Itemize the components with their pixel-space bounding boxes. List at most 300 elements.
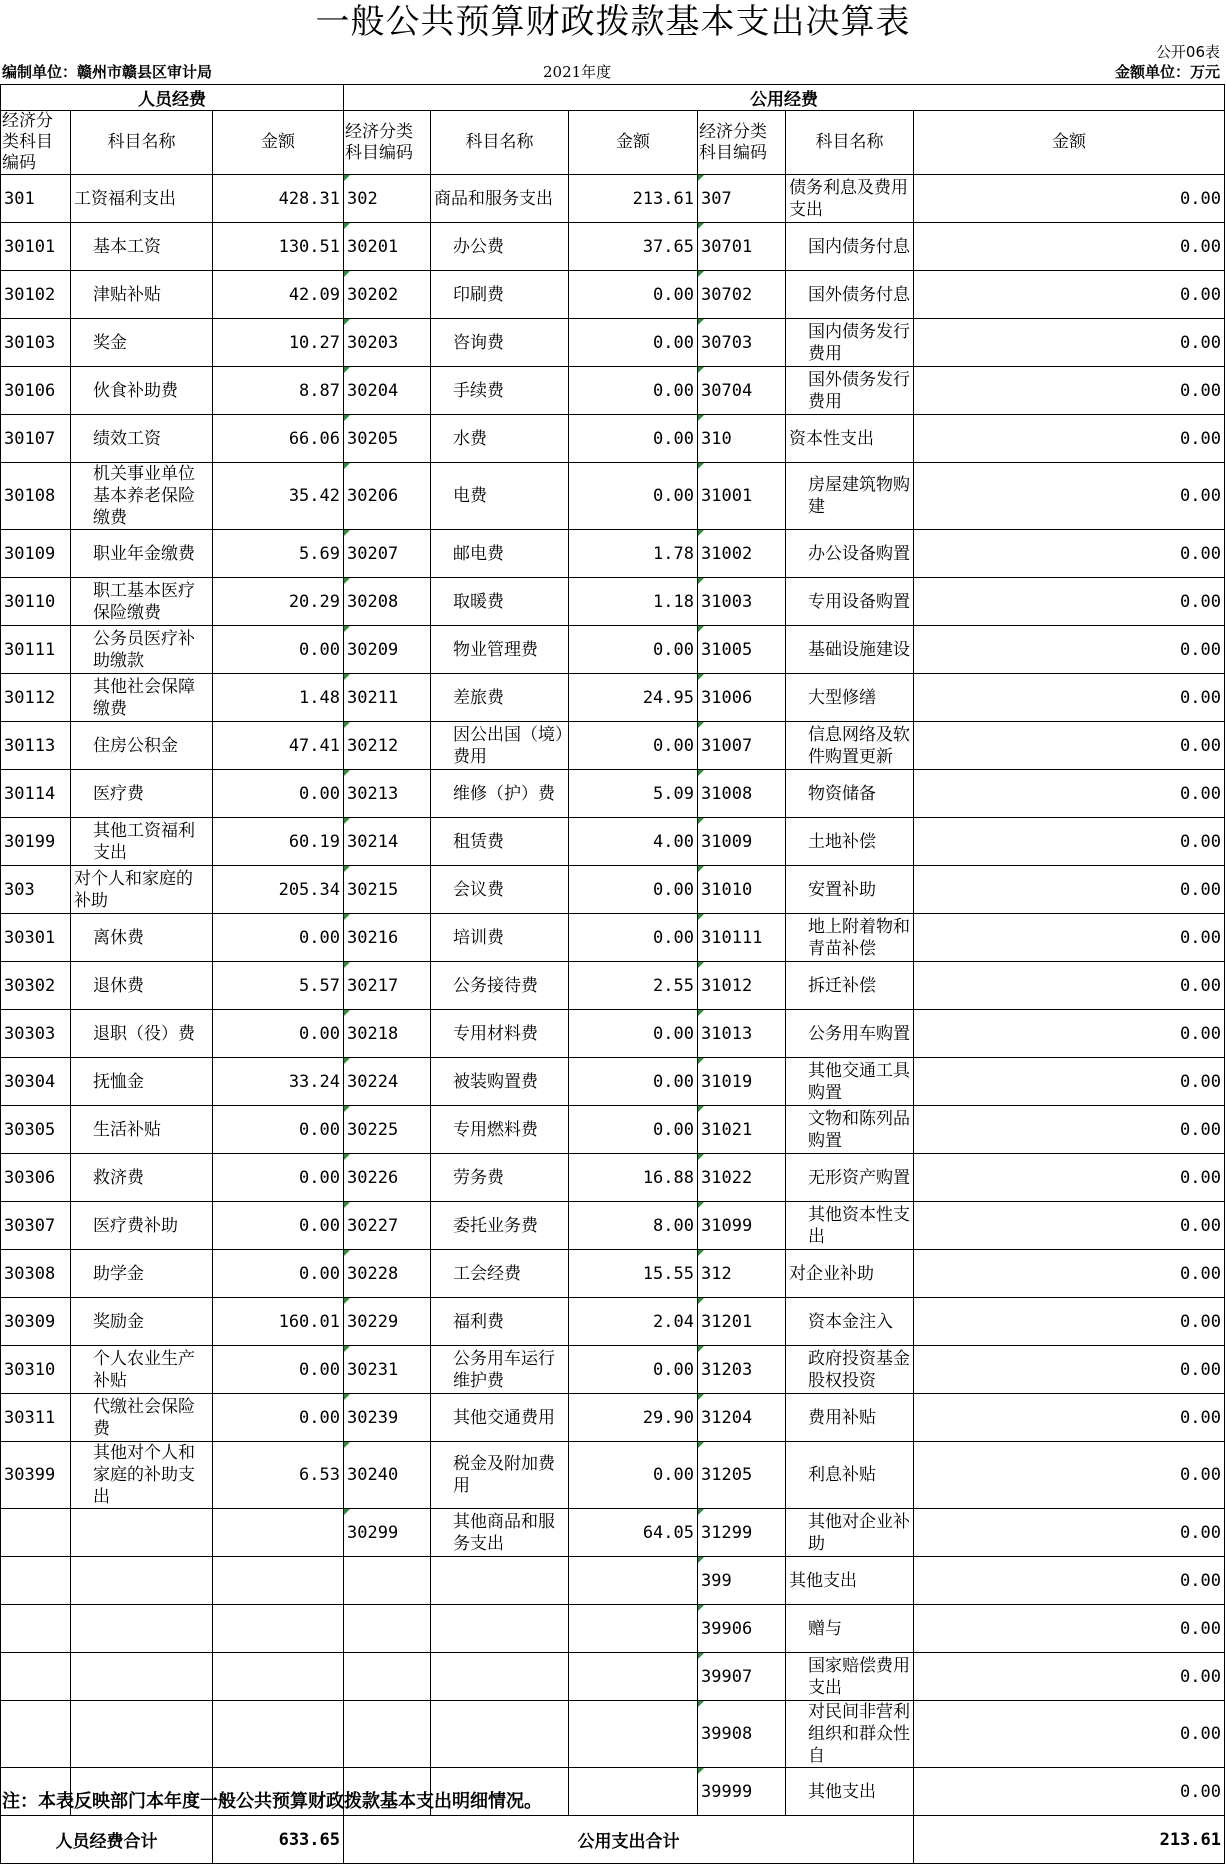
name-cell: 差旅费: [431, 674, 569, 722]
code-cell: [1, 1653, 71, 1701]
amount-cell: 33.24: [213, 1058, 344, 1106]
form-id: 公开06表: [1155, 43, 1220, 61]
name-cell: 拆迁补偿: [786, 962, 914, 1010]
name-cell: 商品和服务支出: [431, 175, 569, 223]
header-code: 经济分类科目编码: [698, 111, 786, 175]
table-row: [1, 415, 1225, 463]
amount-cell: 0.00: [914, 415, 1225, 463]
amount-cell: 0.00: [914, 1346, 1225, 1394]
amount-cell: 29.90: [569, 1394, 698, 1442]
name-cell: 奖金: [71, 319, 213, 367]
table-row: [1, 1442, 1225, 1509]
amount-cell: 0.00: [569, 1442, 698, 1509]
header-amount: 金额: [914, 111, 1225, 175]
name-cell: 因公出国（境）费用: [431, 722, 569, 770]
code-cell: 30225: [344, 1106, 431, 1154]
code-cell: 30218: [344, 1010, 431, 1058]
code-cell: 30702: [698, 271, 786, 319]
amount-cell: 0.00: [569, 866, 698, 914]
name-cell: 赠与: [786, 1605, 914, 1653]
code-cell: 30102: [1, 271, 71, 319]
code-cell: 30113: [1, 722, 71, 770]
code-cell: 30299: [344, 1509, 431, 1557]
name-cell: 文物和陈列品购置: [786, 1106, 914, 1154]
amount-cell: [213, 1653, 344, 1701]
name-cell: 被装购置费: [431, 1058, 569, 1106]
amount-cell: 205.34: [213, 866, 344, 914]
amount-cell: 10.27: [213, 319, 344, 367]
amount-cell: 0.00: [213, 1154, 344, 1202]
amount-cell: 15.55: [569, 1250, 698, 1298]
code-cell: [344, 1701, 431, 1768]
amount-cell: 0.00: [569, 1106, 698, 1154]
code-cell: 31002: [698, 530, 786, 578]
code-cell: 30217: [344, 962, 431, 1010]
code-cell: 302: [344, 175, 431, 223]
amount-cell: 6.53: [213, 1442, 344, 1509]
code-cell: 30228: [344, 1250, 431, 1298]
amount-cell: 66.06: [213, 415, 344, 463]
compiling-unit: 编制单位：赣州市赣县区审计局: [2, 63, 213, 81]
code-cell: 312: [698, 1250, 786, 1298]
fiscal-year: 2021年度: [543, 63, 612, 81]
code-cell: 31022: [698, 1154, 786, 1202]
code-cell: 30211: [344, 674, 431, 722]
code-cell: 39907: [698, 1653, 786, 1701]
code-cell: 30109: [1, 530, 71, 578]
name-cell: 国外债务发行费用: [786, 367, 914, 415]
amount-cell: [213, 1701, 344, 1768]
amount-cell: 0.00: [914, 578, 1225, 626]
amount-cell: 0.00: [914, 223, 1225, 271]
code-cell: 30305: [1, 1106, 71, 1154]
name-cell: 公务员医疗补助缴款: [71, 626, 213, 674]
amount-cell: 0.00: [914, 1010, 1225, 1058]
amount-cell: 16.88: [569, 1154, 698, 1202]
public-total-label: 公用支出合计: [344, 1816, 914, 1864]
amount-cell: 0.00: [914, 914, 1225, 962]
code-cell: 30239: [344, 1394, 431, 1442]
code-cell: 30106: [1, 367, 71, 415]
code-cell: 30202: [344, 271, 431, 319]
code-cell: [344, 1653, 431, 1701]
amount-cell: 0.00: [914, 175, 1225, 223]
amount-cell: 1.48: [213, 674, 344, 722]
amount-cell: 35.42: [213, 463, 344, 530]
amount-cell: 0.00: [914, 1768, 1225, 1816]
code-cell: 310111: [698, 914, 786, 962]
code-cell: [1, 1605, 71, 1653]
table-row: [1, 1394, 1225, 1442]
name-cell: [431, 1605, 569, 1653]
name-cell: 劳务费: [431, 1154, 569, 1202]
name-cell: 其他社会保障缴费: [71, 674, 213, 722]
code-cell: 30226: [344, 1154, 431, 1202]
code-cell: 30207: [344, 530, 431, 578]
amount-cell: 130.51: [213, 223, 344, 271]
code-cell: 31005: [698, 626, 786, 674]
amount-cell: 0.00: [914, 1154, 1225, 1202]
name-cell: [431, 1557, 569, 1605]
code-cell: 30304: [1, 1058, 71, 1106]
table-row: [1, 674, 1225, 722]
amount-cell: 0.00: [914, 1058, 1225, 1106]
table-row: [1, 1058, 1225, 1106]
amount-cell: 0.00: [213, 1250, 344, 1298]
code-cell: 31010: [698, 866, 786, 914]
amount-cell: 8.00: [569, 1202, 698, 1250]
amount-cell: 0.00: [914, 626, 1225, 674]
code-cell: 30703: [698, 319, 786, 367]
amount-cell: 428.31: [213, 175, 344, 223]
name-cell: 奖励金: [71, 1298, 213, 1346]
name-cell: 专用材料费: [431, 1010, 569, 1058]
name-cell: 委托业务费: [431, 1202, 569, 1250]
code-cell: 30208: [344, 578, 431, 626]
code-cell: 30701: [698, 223, 786, 271]
table-row: [1, 1202, 1225, 1250]
name-cell: 工资福利支出: [71, 175, 213, 223]
code-cell: 31021: [698, 1106, 786, 1154]
code-cell: 31008: [698, 770, 786, 818]
amount-cell: [213, 1605, 344, 1653]
table-row: [1, 1653, 1225, 1701]
code-cell: 30108: [1, 463, 71, 530]
code-cell: 310: [698, 415, 786, 463]
name-cell: 资本性支出: [786, 415, 914, 463]
report-title: 一般公共预算财政拨款基本支出决算表: [315, 2, 911, 42]
code-cell: 30309: [1, 1298, 71, 1346]
name-cell: 政府投资基金股权投资: [786, 1346, 914, 1394]
code-cell: 30204: [344, 367, 431, 415]
name-cell: 福利费: [431, 1298, 569, 1346]
code-cell: 39906: [698, 1605, 786, 1653]
code-cell: 301: [1, 175, 71, 223]
code-cell: 31203: [698, 1346, 786, 1394]
code-cell: 30103: [1, 319, 71, 367]
name-cell: 债务利息及费用支出: [786, 175, 914, 223]
name-cell: 信息网络及软件购置更新: [786, 722, 914, 770]
amount-cell: 0.00: [914, 1605, 1225, 1653]
name-cell: 水费: [431, 415, 569, 463]
amount-cell: [569, 1653, 698, 1701]
code-cell: 307: [698, 175, 786, 223]
amount-cell: 0.00: [914, 818, 1225, 866]
code-cell: 30310: [1, 1346, 71, 1394]
personnel-total-amount: 633.65: [213, 1816, 344, 1864]
code-cell: 30399: [1, 1442, 71, 1509]
table-row: [1, 1605, 1225, 1653]
table-row: [1, 962, 1225, 1010]
name-cell: 退职（役）费: [71, 1010, 213, 1058]
name-cell: 办公费: [431, 223, 569, 271]
name-cell: 其他对企业补助: [786, 1509, 914, 1557]
name-cell: 其他对个人和家庭的补助支出: [71, 1442, 213, 1509]
name-cell: 其他交通工具购置: [786, 1058, 914, 1106]
header-name: 科目名称: [71, 111, 213, 175]
table-row: [1, 722, 1225, 770]
code-cell: 31299: [698, 1509, 786, 1557]
code-cell: 30107: [1, 415, 71, 463]
name-cell: 无形资产购置: [786, 1154, 914, 1202]
amount-cell: 0.00: [213, 1010, 344, 1058]
amount-cell: 24.95: [569, 674, 698, 722]
amount-cell: 2.04: [569, 1298, 698, 1346]
name-cell: 抚恤金: [71, 1058, 213, 1106]
amount-cell: 0.00: [569, 1058, 698, 1106]
code-cell: 30212: [344, 722, 431, 770]
code-cell: [1, 1701, 71, 1768]
amount-cell: 0.00: [914, 1250, 1225, 1298]
name-cell: 其他支出: [786, 1768, 914, 1816]
amount-cell: 0.00: [914, 367, 1225, 415]
name-cell: 大型修缮: [786, 674, 914, 722]
table-row: [1, 1346, 1225, 1394]
amount-cell: 0.00: [914, 1557, 1225, 1605]
name-cell: 电费: [431, 463, 569, 530]
amount-cell: 37.65: [569, 223, 698, 271]
amount-cell: 0.00: [569, 367, 698, 415]
table-row: [1, 1250, 1225, 1298]
name-cell: [71, 1557, 213, 1605]
name-cell: 会议费: [431, 866, 569, 914]
amount-cell: 0.00: [213, 1394, 344, 1442]
name-cell: 职工基本医疗保险缴费: [71, 578, 213, 626]
amount-cell: 0.00: [569, 415, 698, 463]
section-personnel: 人员经费: [1, 85, 344, 111]
table-note: 注：本表反映部门本年度一般公共预算财政拨款基本支出明细情况。: [2, 1791, 542, 1812]
amount-cell: 0.00: [569, 626, 698, 674]
amount-cell: 0.00: [914, 1701, 1225, 1768]
table-row: [1, 271, 1225, 319]
code-cell: 30209: [344, 626, 431, 674]
code-cell: 30206: [344, 463, 431, 530]
amount-cell: 0.00: [213, 626, 344, 674]
amount-cell: 0.00: [914, 722, 1225, 770]
amount-cell: 0.00: [914, 1106, 1225, 1154]
amount-cell: 8.87: [213, 367, 344, 415]
code-cell: 30229: [344, 1298, 431, 1346]
code-cell: 31012: [698, 962, 786, 1010]
name-cell: 离休费: [71, 914, 213, 962]
name-cell: 国内债务付息: [786, 223, 914, 271]
name-cell: 培训费: [431, 914, 569, 962]
table-row: [1, 175, 1225, 223]
amount-cell: 5.57: [213, 962, 344, 1010]
code-cell: 30112: [1, 674, 71, 722]
name-cell: 取暖费: [431, 578, 569, 626]
code-cell: 30306: [1, 1154, 71, 1202]
code-cell: 39908: [698, 1701, 786, 1768]
table-row: [1, 223, 1225, 271]
code-cell: 30311: [1, 1394, 71, 1442]
money-unit: 金额单位：万元: [1114, 63, 1220, 81]
code-cell: 39999: [698, 1768, 786, 1816]
amount-cell: 0.00: [914, 463, 1225, 530]
table-row: [1, 367, 1225, 415]
amount-cell: 0.00: [914, 530, 1225, 578]
table-row: [1, 530, 1225, 578]
amount-cell: 0.00: [914, 1509, 1225, 1557]
name-cell: 个人农业生产补贴: [71, 1346, 213, 1394]
amount-cell: 0.00: [569, 271, 698, 319]
code-cell: 30307: [1, 1202, 71, 1250]
amount-cell: 0.00: [914, 770, 1225, 818]
name-cell: 物业管理费: [431, 626, 569, 674]
name-cell: [71, 1509, 213, 1557]
code-cell: 31019: [698, 1058, 786, 1106]
code-cell: 31205: [698, 1442, 786, 1509]
amount-cell: 0.00: [213, 1202, 344, 1250]
amount-cell: [569, 1557, 698, 1605]
amount-cell: 0.00: [914, 1653, 1225, 1701]
public-total-amount: 213.61: [914, 1816, 1225, 1864]
amount-cell: 0.00: [914, 866, 1225, 914]
amount-cell: 5.09: [569, 770, 698, 818]
code-cell: 30704: [698, 367, 786, 415]
name-cell: 医疗费补助: [71, 1202, 213, 1250]
code-cell: 30114: [1, 770, 71, 818]
amount-cell: 0.00: [213, 770, 344, 818]
amount-cell: [569, 1768, 698, 1816]
code-cell: 30303: [1, 1010, 71, 1058]
code-cell: 30231: [344, 1346, 431, 1394]
header-name: 科目名称: [431, 111, 569, 175]
code-cell: 31007: [698, 722, 786, 770]
table-row: [1, 1298, 1225, 1346]
name-cell: 地上附着物和青苗补偿: [786, 914, 914, 962]
name-cell: 其他支出: [786, 1557, 914, 1605]
amount-cell: 47.41: [213, 722, 344, 770]
code-cell: 30213: [344, 770, 431, 818]
amount-cell: 42.09: [213, 271, 344, 319]
amount-cell: 0.00: [914, 962, 1225, 1010]
code-cell: 31006: [698, 674, 786, 722]
name-cell: 公务用车运行维护费: [431, 1346, 569, 1394]
name-cell: 印刷费: [431, 271, 569, 319]
code-cell: 30203: [344, 319, 431, 367]
amount-cell: 0.00: [569, 1346, 698, 1394]
amount-cell: 0.00: [569, 722, 698, 770]
code-cell: 399: [698, 1557, 786, 1605]
name-cell: 国外债务付息: [786, 271, 914, 319]
amount-cell: 0.00: [569, 463, 698, 530]
header-code: 经济分类科目编码: [344, 111, 431, 175]
amount-cell: 60.19: [213, 818, 344, 866]
table-row: [1, 463, 1225, 530]
code-cell: 30227: [344, 1202, 431, 1250]
code-cell: 30302: [1, 962, 71, 1010]
table-row: [1, 626, 1225, 674]
amount-cell: 0.00: [914, 1394, 1225, 1442]
name-cell: 国家赔偿费用支出: [786, 1653, 914, 1701]
name-cell: 对民间非营利组织和群众性自: [786, 1701, 914, 1768]
name-cell: 资本金注入: [786, 1298, 914, 1346]
name-cell: 基础设施建设: [786, 626, 914, 674]
name-cell: 对个人和家庭的补助: [71, 866, 213, 914]
amount-cell: 0.00: [213, 1106, 344, 1154]
name-cell: [71, 1605, 213, 1653]
amount-cell: 160.01: [213, 1298, 344, 1346]
table-row: [1, 914, 1225, 962]
name-cell: [71, 1701, 213, 1768]
table-row: [1, 578, 1225, 626]
name-cell: 工会经费: [431, 1250, 569, 1298]
code-cell: 30101: [1, 223, 71, 271]
name-cell: 办公设备购置: [786, 530, 914, 578]
amount-cell: 0.00: [914, 1202, 1225, 1250]
name-cell: 其他工资福利支出: [71, 818, 213, 866]
name-cell: 住房公积金: [71, 722, 213, 770]
name-cell: 伙食补助费: [71, 367, 213, 415]
table-row: [1, 1010, 1225, 1058]
name-cell: 物资储备: [786, 770, 914, 818]
name-cell: 机关事业单位基本养老保险缴费: [71, 463, 213, 530]
amount-cell: 1.78: [569, 530, 698, 578]
code-cell: [344, 1605, 431, 1653]
code-cell: 30215: [344, 866, 431, 914]
code-cell: 30308: [1, 1250, 71, 1298]
header-amount: 金额: [213, 111, 344, 175]
name-cell: 专用燃料费: [431, 1106, 569, 1154]
amount-cell: 0.00: [914, 271, 1225, 319]
header-amount: 金额: [569, 111, 698, 175]
code-cell: 31009: [698, 818, 786, 866]
amount-cell: 20.29: [213, 578, 344, 626]
name-cell: 费用补贴: [786, 1394, 914, 1442]
code-cell: 303: [1, 866, 71, 914]
amount-cell: 0.00: [569, 1010, 698, 1058]
name-cell: 租赁费: [431, 818, 569, 866]
expenditure-table: [0, 84, 1225, 1864]
name-cell: 职业年金缴费: [71, 530, 213, 578]
amount-cell: 64.05: [569, 1509, 698, 1557]
code-cell: 30199: [1, 818, 71, 866]
name-cell: 其他商品和服务支出: [431, 1509, 569, 1557]
amount-cell: 0.00: [213, 914, 344, 962]
name-cell: [71, 1653, 213, 1701]
code-cell: 31099: [698, 1202, 786, 1250]
amount-cell: [569, 1605, 698, 1653]
table-row: [1, 1701, 1225, 1768]
amount-cell: 5.69: [213, 530, 344, 578]
amount-cell: 0.00: [569, 914, 698, 962]
code-cell: 30201: [344, 223, 431, 271]
section-public: 公用经费: [344, 85, 1225, 111]
table-row: [1, 1154, 1225, 1202]
amount-cell: [213, 1557, 344, 1605]
name-cell: 土地补偿: [786, 818, 914, 866]
code-cell: 31013: [698, 1010, 786, 1058]
code-cell: 31001: [698, 463, 786, 530]
name-cell: 维修（护）费: [431, 770, 569, 818]
name-cell: 咨询费: [431, 319, 569, 367]
name-cell: 对企业补助: [786, 1250, 914, 1298]
amount-cell: 1.18: [569, 578, 698, 626]
table-row: [1, 319, 1225, 367]
amount-cell: [569, 1701, 698, 1768]
table-row: [1, 866, 1225, 914]
table-row: [1, 1106, 1225, 1154]
name-cell: 邮电费: [431, 530, 569, 578]
name-cell: 其他资本性支出: [786, 1202, 914, 1250]
totals-row: [1, 1816, 1225, 1864]
code-cell: 30216: [344, 914, 431, 962]
name-cell: 津贴补贴: [71, 271, 213, 319]
code-cell: 30214: [344, 818, 431, 866]
name-cell: 绩效工资: [71, 415, 213, 463]
table-row: [1, 818, 1225, 866]
